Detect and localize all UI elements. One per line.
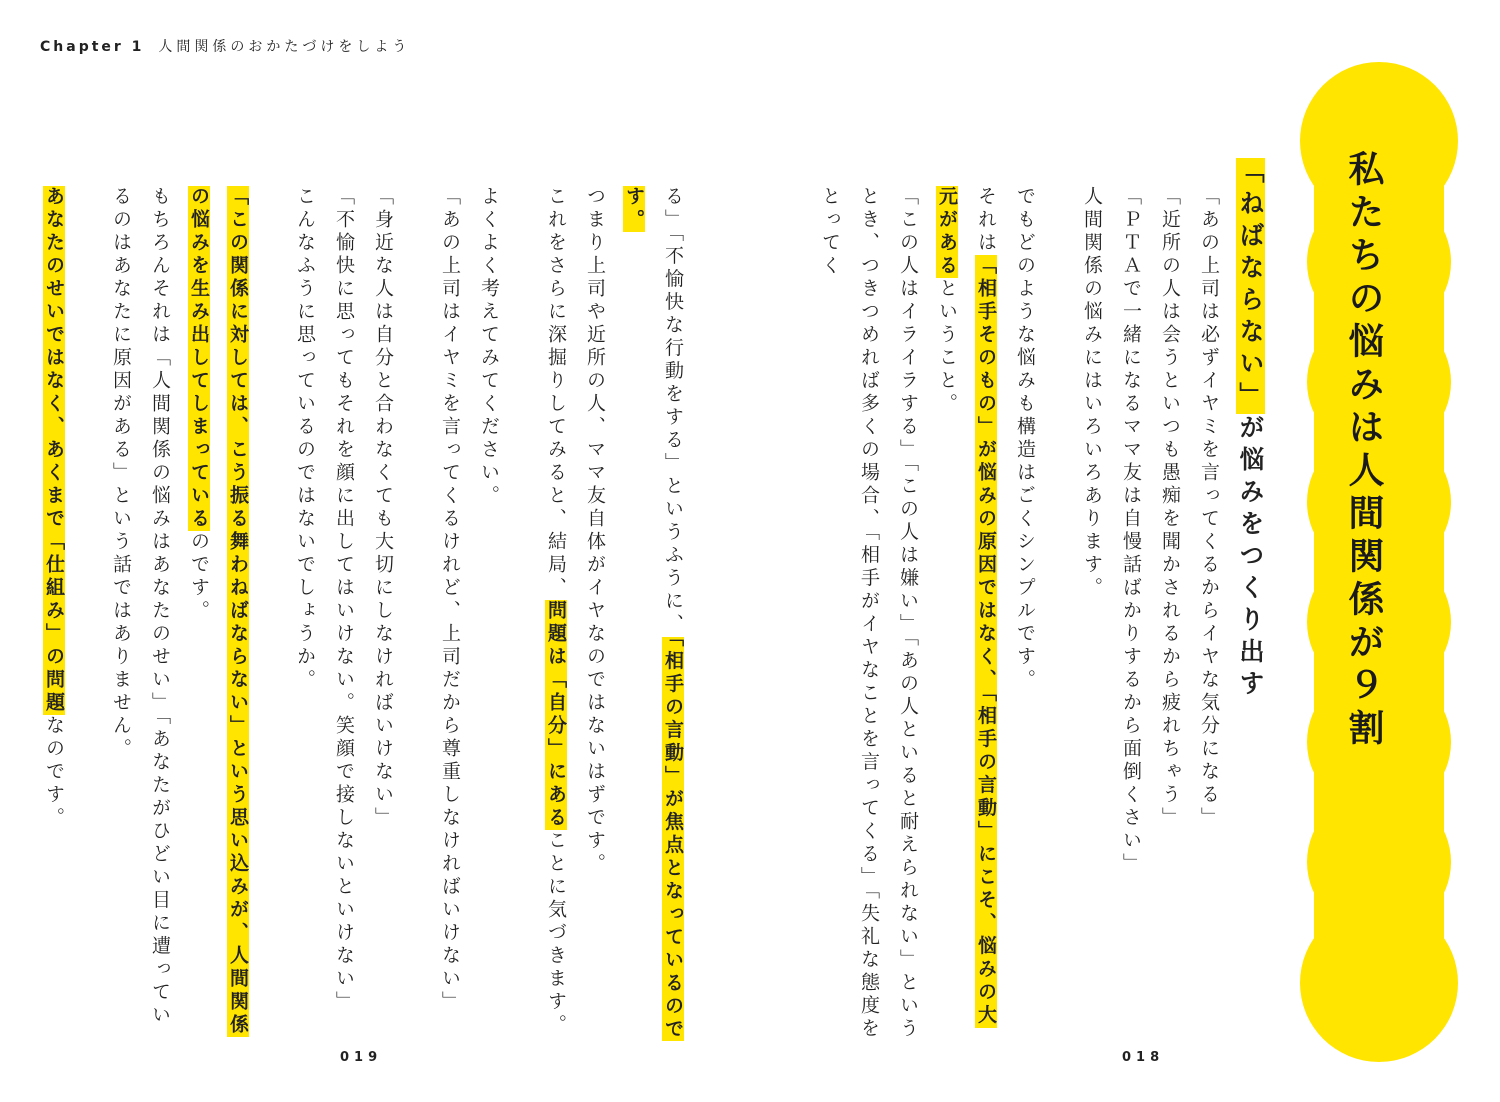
text-run: ということ。 [936, 278, 958, 416]
paragraph: つまり上司や近所の人、ママ友自体がイヤなのではないはずです。 [584, 186, 606, 876]
paragraph: 人間関係の悩みにはいろいろあります。 [1081, 186, 1103, 600]
paragraph: こんなふうに思っているのではないでしょうか。 [294, 186, 316, 692]
page-number-right: 018 [1122, 1050, 1165, 1065]
section-subheading [1238, 158, 1263, 702]
text-run: これをさらに深掘りしてみると、結局、 [545, 186, 567, 600]
example-quote-3: 「ＰＴＡで一緒になるママ友は自慢話ばかりするから面倒くさい」 [1120, 186, 1142, 876]
paragraph: 「この人はイライラする」「この人は嫌い」「あの人といると耐えられない」というとき、つきつめれば多くの場合、「相手がイヤなことを言ってくる」「失礼な態度をとってく [819, 186, 919, 1041]
example-quote-2: 「近所の人は会うといつも愚痴を聞かされるから疲れちゃう」 [1159, 186, 1181, 830]
page-title: 私たちの悩みは人間関係が９割 [1343, 150, 1384, 752]
subheading-highlight: 「ねばならない」 [1236, 158, 1265, 414]
chapter-title: 人間関係のおかたづけをしよう [158, 39, 411, 55]
example-quote: 「あの上司はイヤミを言ってくるけれど、上司だから尊重しなければいけない」 [439, 186, 461, 1014]
running-header [40, 36, 410, 56]
highlight-text: 「この関係に対しては、こう振る舞わねばならない」という思い込みが、人間関係の悩みを生み出してしまっている [188, 186, 249, 1037]
text-run: ことに気づきます。 [545, 830, 567, 1037]
paragraph [179, 186, 257, 1046]
right-page-body [819, 186, 1228, 1046]
paragraph: もちろんそれは「人間関係の悩みはあなたのせい」「あなたがひどい目に遭っているのはあなたに原因がある」という話ではありません。 [110, 186, 171, 1028]
chapter-label: Chapter 1 [40, 39, 145, 55]
paragraph [536, 186, 575, 1046]
left-page-body [43, 186, 692, 1046]
page-number-left: 019 [340, 1050, 383, 1065]
paragraph [614, 186, 692, 1046]
paragraph: よくよく考えてみてください。 [478, 186, 500, 508]
paragraph [927, 186, 1005, 1046]
example-quote-1: 「あの上司は必ずイヤミを言ってくるからイヤな気分になる」 [1198, 186, 1220, 830]
highlight-text: 「相手の言動」が焦点となっているのです。 [623, 186, 684, 1041]
highlight-text: あなたのせいではなく、あくまで「仕組み」の問題 [43, 186, 65, 715]
subheading-rest: が悩みをつくり出す [1236, 414, 1265, 702]
example-quote: 「身近な人は自分と合わなくても大切にしなければいけない」 [372, 186, 394, 830]
highlight-text: 「相手そのもの」が悩みの原因ではなく、「相手の言動」にこそ、悩みの大元がある [936, 186, 997, 1028]
text-run: る」「不愉快な行動をする」というふうに、 [662, 186, 684, 637]
highlight-text: 問題は「自分」にある [545, 600, 567, 830]
text-run: なのです。 [43, 715, 65, 830]
text-run: のです。 [188, 531, 210, 623]
example-quote: 「不愉快に思ってもそれを顔に出してはいけない。笑顔で接しないといけない」 [333, 186, 355, 1014]
paragraph: でもどのような悩みも構造はごくシンプルです。 [1014, 186, 1036, 692]
paragraph [34, 186, 73, 1046]
text-run: それは [975, 186, 997, 255]
